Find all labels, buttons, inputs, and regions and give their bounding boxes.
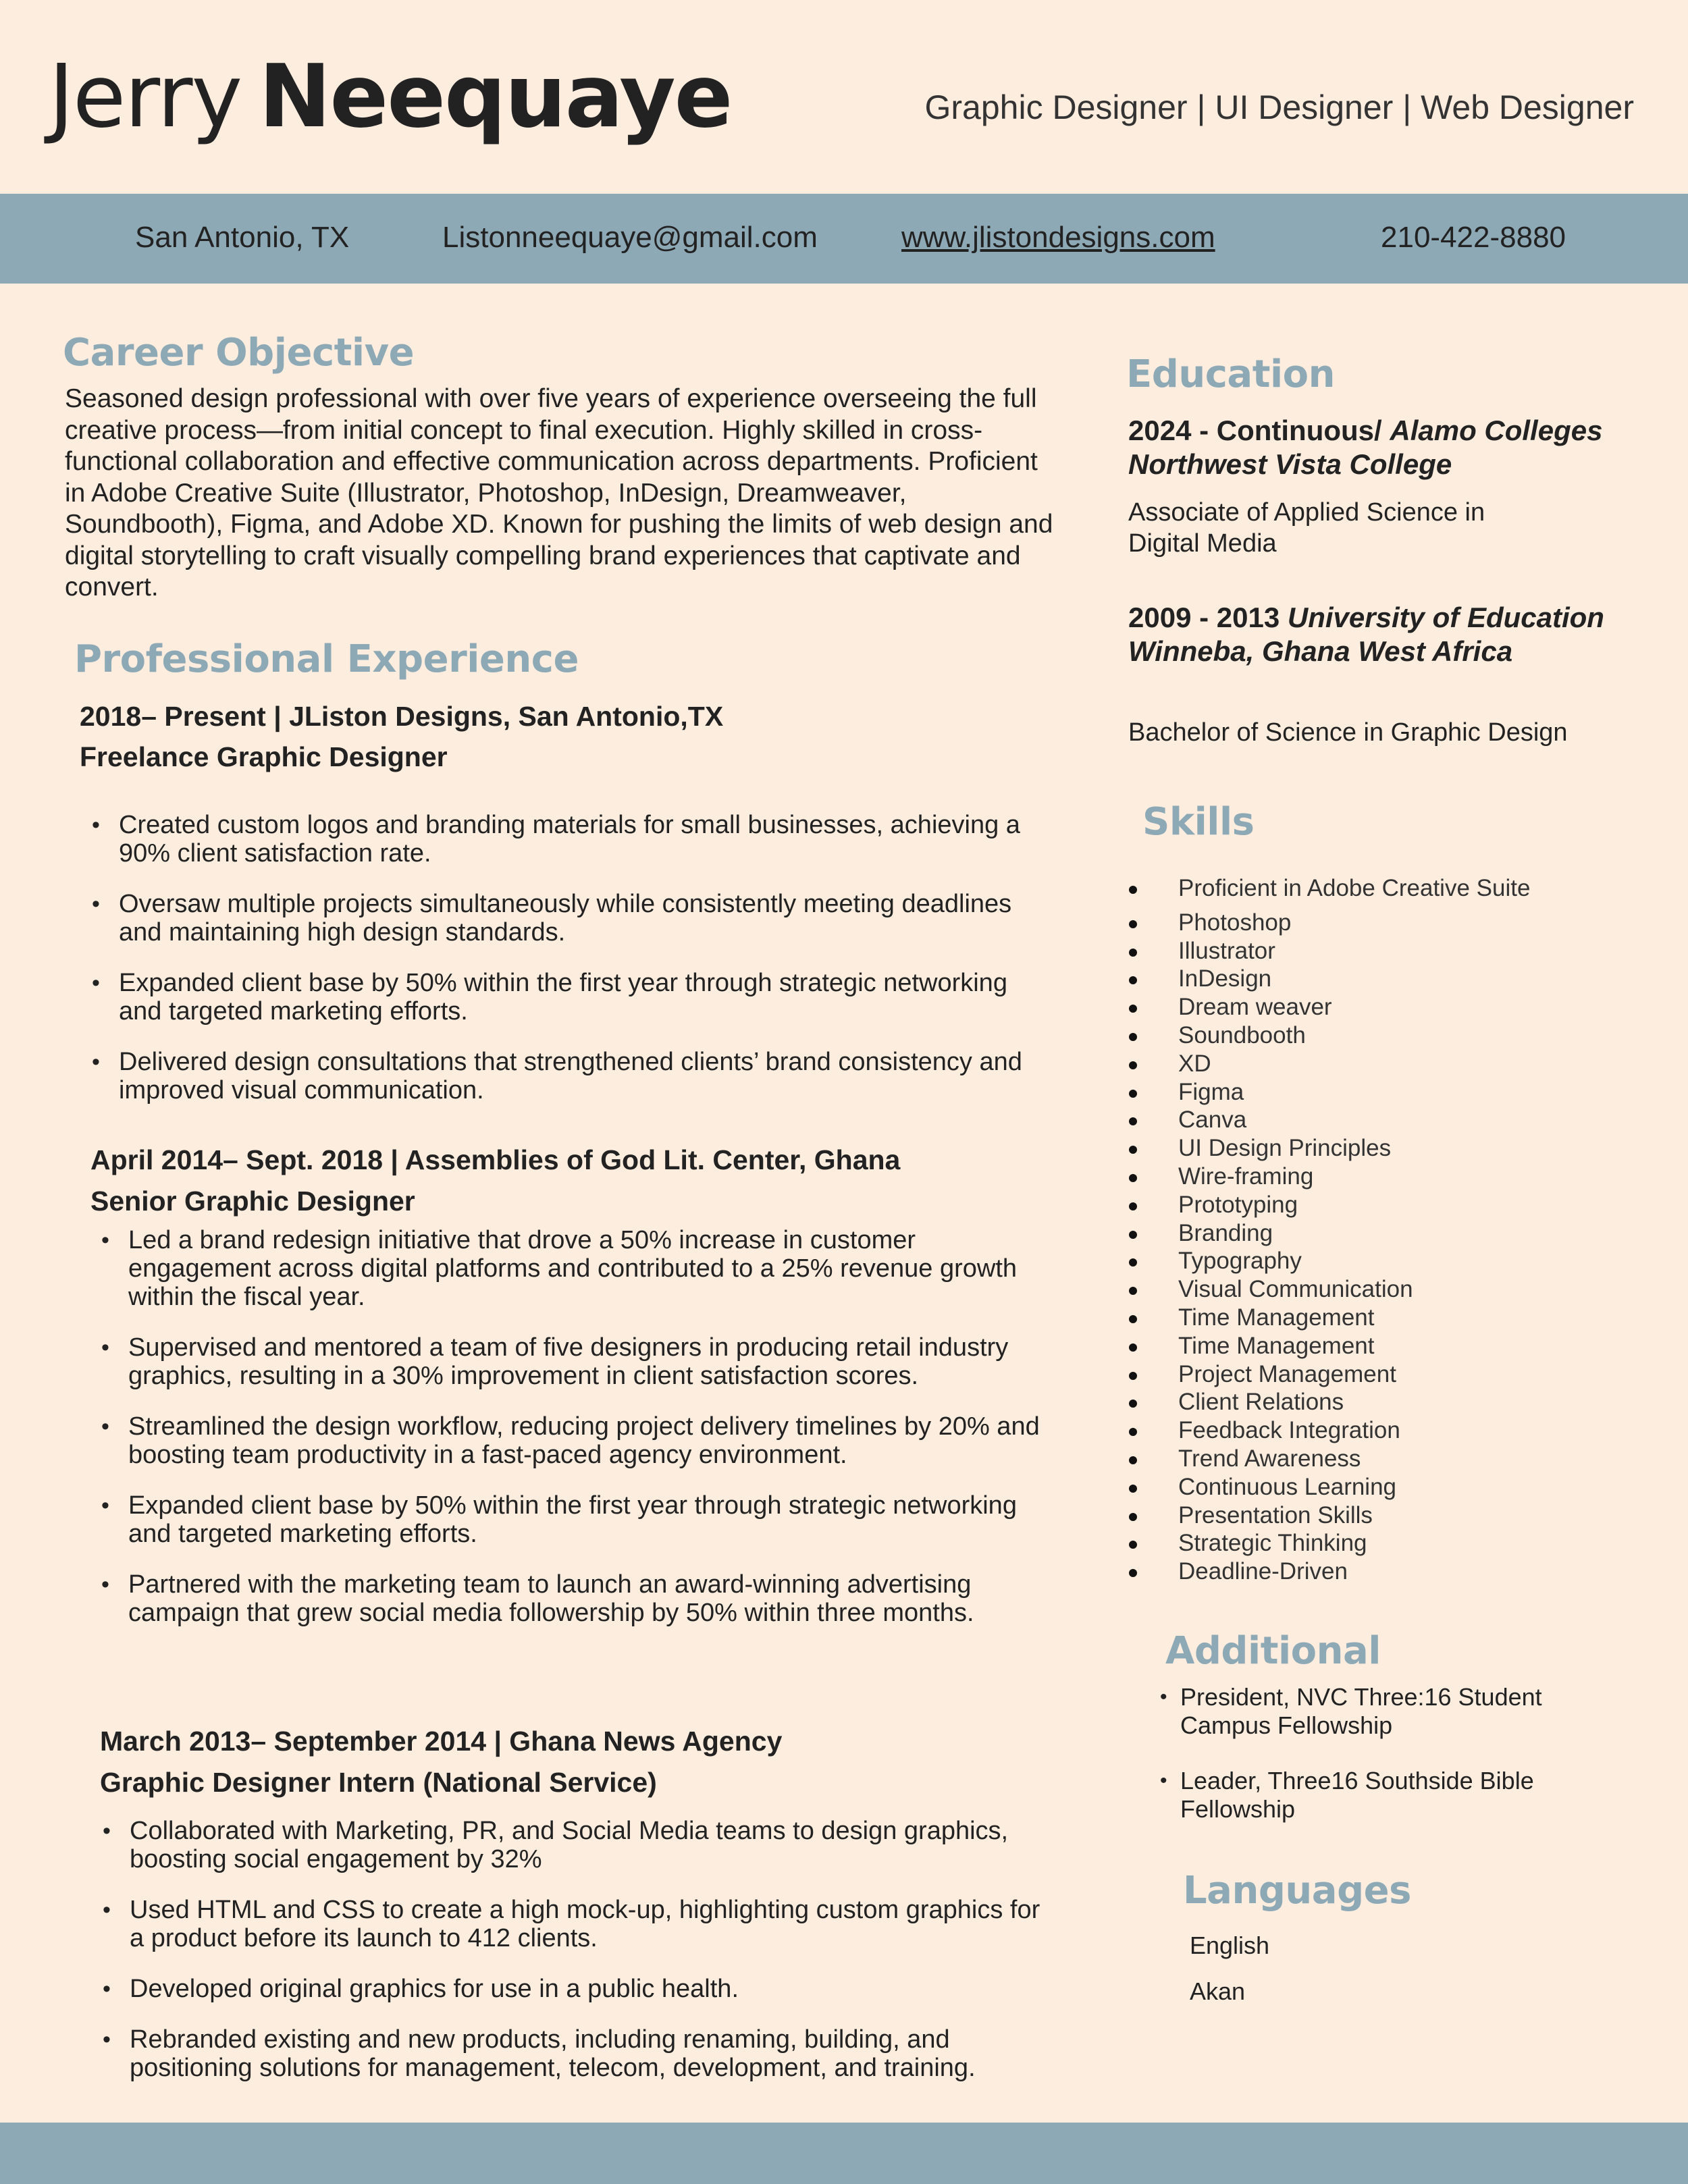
job-role: Senior Graphic Designer bbox=[90, 1186, 415, 1217]
skill-item: Prototyping bbox=[1126, 1191, 1530, 1219]
job-bullets bbox=[89, 811, 1048, 1127]
job-heading: April 2014– Sept. 2018 | Assemblies of God Lit. Center, Ghana bbox=[90, 1144, 901, 1175]
skills-title: Skills bbox=[1142, 800, 1255, 844]
list-item: • Leader, Three16 Southside Bible Fellowship bbox=[1160, 1767, 1619, 1823]
list-item: • Rebranded existing and new products, including renaming, building, and positioning solutions for management, telecom, development, and training. bbox=[100, 2025, 1059, 2082]
job-heading: March 2013– September 2014 | Ghana News Agency bbox=[100, 1726, 783, 1757]
list-item: • Developed original graphics for use in a public health. bbox=[100, 1975, 1059, 2003]
contact-city: San Antonio, TX bbox=[135, 221, 350, 254]
skill-item: XD bbox=[1126, 1050, 1530, 1078]
education-institution: University of Education Winneba, Ghana West Africa bbox=[1128, 602, 1604, 667]
job-bullets bbox=[99, 1226, 1057, 1649]
additional-title: Additional bbox=[1165, 1629, 1381, 1673]
skill-item: Client Relations bbox=[1126, 1388, 1530, 1416]
experience-title: Professional Experience bbox=[74, 637, 579, 681]
first-name: Jerry bbox=[49, 47, 242, 147]
list-item: • Oversaw multiple projects simultaneously while consistently meeting deadlines and maintaining high design standards. bbox=[89, 890, 1048, 947]
job-bullets bbox=[100, 1817, 1059, 2104]
skill-item: Time Management bbox=[1126, 1304, 1530, 1332]
last-name: Neequaye bbox=[259, 47, 732, 147]
objective-title: Career Objective bbox=[63, 331, 415, 375]
skill-item: Trend Awareness bbox=[1126, 1445, 1530, 1473]
list-item: • Led a brand redesign initiative that drove a 50% increase in customer engagement across digital platforms and contributed to a 25% revenue growth within the fiscal year. bbox=[99, 1226, 1057, 1311]
skill-item: Proficient in Adobe Creative Suite bbox=[1126, 874, 1530, 903]
education-degree: Bachelor of Science in Graphic Design bbox=[1128, 718, 1568, 747]
list-item: • Streamlined the design workflow, reducing project delivery timelines by 20% and boosting team productivity in a fast-paced agency environment. bbox=[99, 1412, 1057, 1469]
skill-item: Figma bbox=[1126, 1078, 1530, 1107]
skill-item: Dream weaver bbox=[1126, 993, 1530, 1021]
languages-title: Languages bbox=[1183, 1869, 1411, 1913]
skill-item: Wire-framing bbox=[1126, 1163, 1530, 1191]
skill-item: Typography bbox=[1126, 1247, 1530, 1275]
list-item: • Used HTML and CSS to create a high mock-up, highlighting custom graphics for a product before its launch to 412 clients. bbox=[100, 1896, 1059, 1952]
footer-bar bbox=[0, 2123, 1688, 2184]
skill-item: Deadline-Driven bbox=[1126, 1557, 1530, 1586]
skill-item: Project Management bbox=[1126, 1360, 1530, 1389]
skill-item: Strategic Thinking bbox=[1126, 1529, 1530, 1557]
list-item: • Supervised and mentored a team of five designers in producing retail industry graphics, resulting in a 30% improvement in client satisfaction scores. bbox=[99, 1333, 1057, 1390]
skill-item: InDesign bbox=[1126, 965, 1530, 993]
skill-item: UI Design Principles bbox=[1126, 1134, 1530, 1163]
education-years: 2009 - 2013 bbox=[1128, 602, 1280, 633]
language-item: English bbox=[1190, 1932, 1270, 1959]
skill-item: Soundbooth bbox=[1126, 1021, 1530, 1050]
skill-item: Photoshop bbox=[1126, 909, 1530, 937]
skill-item: Continuous Learning bbox=[1126, 1473, 1530, 1501]
education-degree: Associate of Applied Science in Digital Media bbox=[1128, 498, 1485, 558]
additional-list bbox=[1160, 1683, 1619, 1850]
skill-item: Canva bbox=[1126, 1106, 1530, 1134]
skill-item: Feedback Integration bbox=[1126, 1416, 1530, 1445]
job-role: Graphic Designer Intern (National Service) bbox=[100, 1767, 657, 1798]
list-item: • Collaborated with Marketing, PR, and Social Media teams to design graphics, boosting social engagement by 32% bbox=[100, 1817, 1059, 1873]
education-years: 2024 - Continuous/ bbox=[1128, 415, 1382, 446]
job-role: Freelance Graphic Designer bbox=[80, 741, 448, 772]
education-title: Education bbox=[1126, 352, 1335, 396]
skill-item: Illustrator bbox=[1126, 937, 1530, 965]
list-item: • Created custom logos and branding materials for small businesses, achieving a 90% client satisfaction rate. bbox=[89, 811, 1048, 868]
list-item: • Delivered design consultations that strengthened clients’ brand consistency and improved visual communication. bbox=[89, 1048, 1048, 1104]
list-item: • President, NVC Three:16 Student Campus Fellowship bbox=[1160, 1683, 1619, 1740]
skill-item: Visual Communication bbox=[1126, 1275, 1530, 1304]
list-item: • Expanded client base by 50% within the first year through strategic networking and targeted marketing efforts. bbox=[89, 969, 1048, 1026]
job-tagline: Graphic Designer | UI Designer | Web Designer bbox=[924, 88, 1634, 126]
skill-item: Presentation Skills bbox=[1126, 1501, 1530, 1530]
contact-bar bbox=[0, 194, 1688, 284]
education-heading bbox=[1128, 414, 1668, 481]
skills-list bbox=[1126, 874, 1530, 1586]
resume-header bbox=[0, 0, 1688, 194]
candidate-name bbox=[49, 43, 731, 151]
education-institution: Alamo Colleges Northwest Vista College bbox=[1128, 415, 1603, 480]
skill-item: Branding bbox=[1126, 1219, 1530, 1248]
contact-website-link[interactable]: www.jlistondesigns.com bbox=[901, 221, 1215, 254]
contact-phone: 210-422-8880 bbox=[1381, 221, 1566, 254]
language-item: Akan bbox=[1190, 1977, 1246, 2005]
objective-text: Seasoned design professional with over five years of experience overseeing the full creative process—from initial concept to final execution. Highly skilled in cross-functional collaboration and effective communication across departments. Proficient in Adobe Creative Suite (Illustrator, Photoshop, InDesign, Dreamweaver, Soundbooth), Figma, and Adobe XD. Known for pushing the limits of web design and digital storytelling to craft visually compelling brand experiences that captivate and convert. bbox=[65, 384, 1053, 602]
job-heading: 2018– Present | JListon Designs, San Antonio,TX bbox=[80, 701, 724, 732]
list-item: • Expanded client base by 50% within the first year through strategic networking and targeted marketing efforts. bbox=[99, 1491, 1057, 1548]
education-heading bbox=[1128, 601, 1668, 668]
list-item: • Partnered with the marketing team to launch an award-winning advertising campaign that grew social media followership by 50% within three months. bbox=[99, 1570, 1057, 1627]
skill-item: Time Management bbox=[1126, 1332, 1530, 1360]
contact-email[interactable]: Listonneequaye@gmail.com bbox=[442, 221, 818, 254]
